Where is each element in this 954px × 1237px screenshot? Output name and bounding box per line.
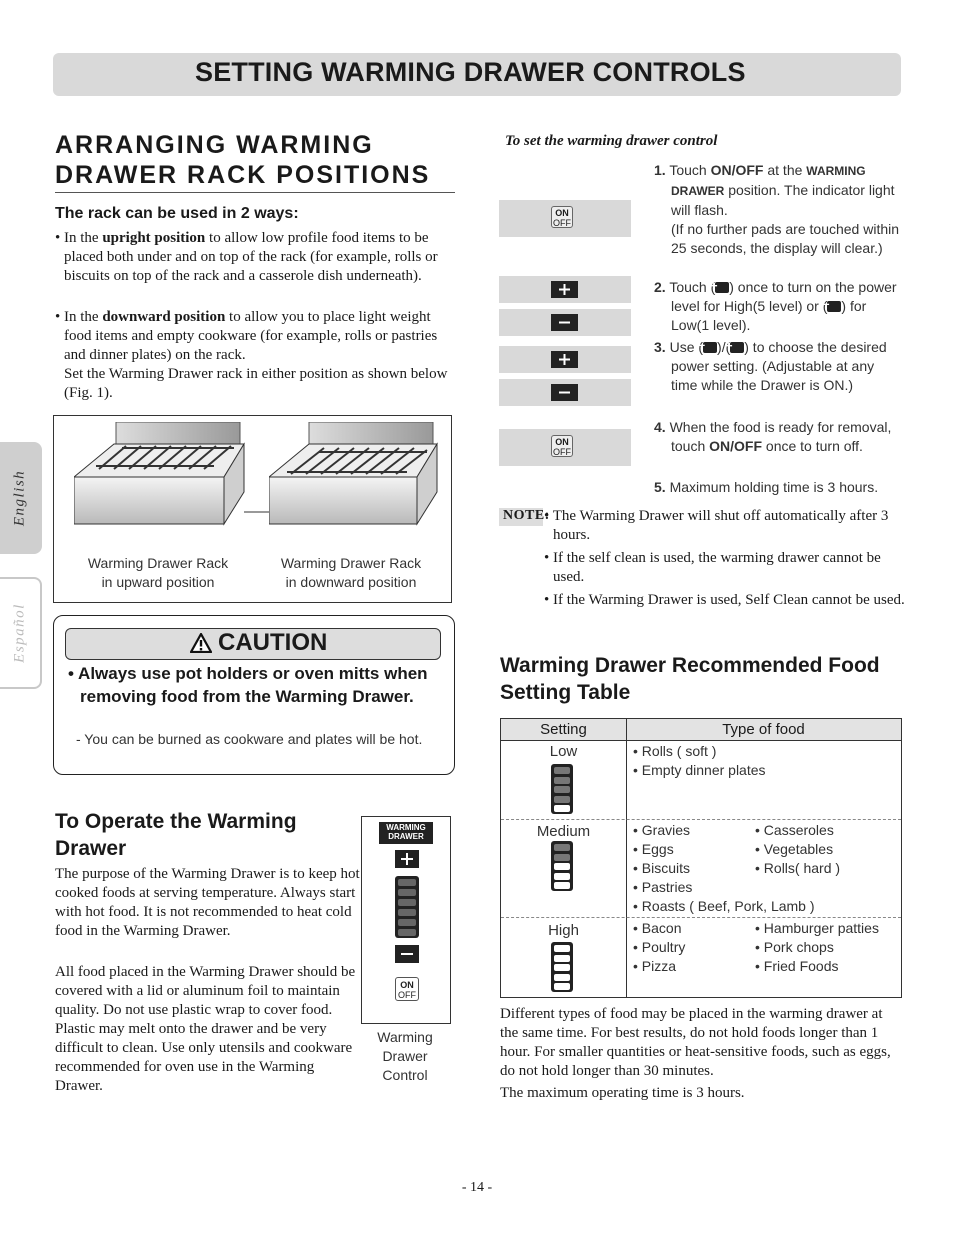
level-segment: [398, 899, 416, 906]
warning-icon: [190, 633, 212, 653]
food-item: • Vegetables: [755, 841, 834, 857]
fig-caption-downward: [266, 554, 436, 592]
off-label: OFF: [553, 218, 571, 228]
table-heading: Warming Drawer Recommended Food Setting Table: [500, 654, 880, 704]
step-1: [654, 161, 900, 258]
page-title-bar: [53, 53, 901, 96]
level-segment: [554, 945, 570, 952]
note-label: [499, 508, 550, 526]
rack-heading: [55, 130, 455, 193]
column-divider: [626, 719, 627, 997]
control-caption-line: Warming: [377, 1029, 433, 1045]
food-item: • Gravies: [633, 822, 691, 838]
step-3-minus-strip: [499, 379, 631, 406]
set-control-subtitle: To set the warming drawer control: [505, 133, 718, 149]
power-level-indicator: [395, 876, 419, 938]
note-line-1: • The Warming Drawer will shut off automatically after 3 hours.: [544, 508, 889, 543]
rack-downward-illustration: [269, 422, 449, 534]
on-label: ON: [400, 980, 414, 990]
row-divider: [501, 819, 901, 820]
column-header-food: Type of food: [722, 721, 805, 738]
plus-key[interactable]: [551, 281, 578, 298]
control-caption: [361, 1028, 449, 1085]
step-number: 4.: [654, 419, 666, 435]
page-number: - 14 -: [461, 1180, 493, 1195]
minus-icon: [827, 301, 841, 312]
step-text: Touch (: [665, 279, 716, 295]
food-item: • Rolls( hard ): [755, 860, 841, 876]
level-segment: [554, 983, 570, 990]
column-header-setting: Setting: [540, 721, 587, 738]
food-item: • Roasts ( Beef, Pork, Lamb ): [633, 898, 815, 914]
level-segment: [398, 889, 416, 896]
step-number: 1.: [654, 162, 666, 178]
caution-title: CAUTION: [218, 629, 328, 656]
food-item: • Eggs: [633, 841, 674, 857]
level-segment: [554, 786, 570, 793]
bullet-text: to allow low profile food items to be placed both under and on top of the rack (for example, rolls or biscuits on top of the rack and a casserole dish underneath).: [64, 230, 438, 284]
off-label: OFF: [553, 447, 571, 457]
on-label: ON: [555, 208, 569, 218]
level-segment: [554, 844, 570, 851]
minus-icon: [703, 342, 717, 353]
step-text: Use (: [665, 339, 704, 355]
tab-english-label: English: [11, 469, 28, 527]
food-item: • Pizza: [633, 958, 677, 974]
control-caption-line: Control: [382, 1067, 428, 1083]
rack-figure: [53, 415, 452, 603]
minus-key[interactable]: [551, 384, 578, 401]
minus-key[interactable]: [551, 314, 578, 331]
fig-caption-line: Warming Drawer Rack: [87, 555, 229, 571]
bullet-bold: downward position: [102, 309, 226, 325]
minus-button[interactable]: [395, 945, 419, 963]
step-number: 5.: [654, 479, 666, 495]
control-caption-line: Drawer: [382, 1048, 428, 1064]
level-segment: [554, 863, 570, 870]
step-text: When the food is ready for removal, touch: [665, 419, 892, 454]
level-segment: [398, 909, 416, 916]
operate-heading: To Operate the Warming Drawer: [55, 810, 297, 860]
level-segment: [554, 777, 570, 784]
food-item: • Empty dinner plates: [633, 762, 766, 778]
step-3: [654, 338, 900, 395]
step-note: (If no further pads are touched within 25 seconds, the display will clear.): [671, 221, 900, 256]
setting-low: Low: [549, 743, 578, 760]
plus-icon: [395, 850, 419, 868]
food-item: • Biscuits: [633, 860, 691, 876]
food-item: • Fried Foods: [755, 958, 839, 974]
low-level-indicator: [551, 764, 573, 814]
rack-subheading: The rack can be used in 2 ways:: [55, 205, 299, 222]
level-segment: [398, 879, 416, 886]
note-label-text: NOTE:: [503, 508, 550, 523]
rack-upward-illustration: [74, 422, 274, 534]
panel-label: [379, 822, 433, 844]
operate-paragraph-1: The purpose of the Warming Drawer is to keep hot cooked foods at serving temperature. Always start with hot food. It is not recommended to heat cold food in the Warming Drawer.: [55, 866, 360, 939]
step-text: )/(: [717, 339, 731, 355]
food-setting-table: [500, 718, 902, 998]
minus-icon: [395, 945, 419, 963]
tab-espanol-label: Español: [11, 603, 28, 663]
fig-caption-upward: [74, 554, 242, 592]
step-text: position. The indicator light will flash.: [671, 182, 895, 218]
food-item: • Pastries: [633, 879, 693, 895]
tab-espanol[interactable]: [0, 577, 42, 689]
note-line-3: • If the Warming Drawer is used, Self Clean cannot be used.: [544, 592, 905, 608]
rack-heading-line-1: ARRANGING WARMING: [55, 131, 374, 159]
level-segment: [554, 882, 570, 889]
step-2: [654, 278, 900, 335]
step-2-plus-strip: [499, 276, 631, 303]
minus-icon: [551, 314, 578, 331]
step-4-key-strip: [499, 429, 631, 466]
bullet-bold: upright position: [102, 230, 206, 246]
level-segment: [554, 873, 570, 880]
step-1-key-strip: [499, 200, 631, 237]
step-bold: ON/OFF: [710, 162, 764, 178]
panel-label-line: DRAWER: [388, 832, 424, 841]
max-operating-time: The maximum operating time is 3 hours.: [500, 1085, 745, 1101]
off-label: OFF: [398, 990, 416, 1000]
food-item: • Rolls ( soft ): [633, 743, 717, 759]
step-bold: ON/OFF: [709, 438, 763, 454]
on-off-key[interactable]: [551, 435, 573, 457]
medium-level-indicator: [551, 841, 573, 891]
food-item: • Hamburger patties: [755, 920, 879, 936]
step-3-plus-strip: [499, 346, 631, 373]
note-line-2: • If the self clean is used, the warming drawer cannot be used.: [544, 550, 881, 585]
row-divider: [501, 917, 901, 918]
step-text: ) to choose the desired power setting. (Adjustable at any time while the Drawer is ON.): [671, 339, 887, 393]
step-text: Touch: [665, 162, 711, 178]
step-number: 3.: [654, 339, 666, 355]
plus-icon: [730, 342, 744, 353]
warming-drawer-control-panel: [361, 816, 451, 1024]
level-segment: [398, 919, 416, 926]
food-item: • Poultry: [633, 939, 686, 955]
plus-icon: [551, 351, 578, 368]
step-text: Maximum holding time is 3 hours.: [665, 479, 879, 495]
high-level-indicator: [551, 942, 573, 992]
level-segment: [554, 964, 570, 971]
step-number: 2.: [654, 279, 666, 295]
level-segment: [554, 974, 570, 981]
step-bold: WARMING DRAWER: [671, 164, 866, 198]
plus-icon: [715, 282, 729, 293]
plus-key[interactable]: [551, 351, 578, 368]
food-item: • Pork chops: [755, 939, 834, 955]
on-off-key[interactable]: [551, 206, 573, 228]
fig-caption-line: in upward position: [101, 574, 215, 590]
step-4: [654, 418, 900, 456]
minus-icon: [551, 384, 578, 401]
food-item: • Casseroles: [755, 822, 834, 838]
rack-position-instruction: Set the Warming Drawer rack in either position as shown below (Fig. 1).: [64, 366, 448, 401]
bullet-text: • In the: [55, 230, 103, 246]
level-segment: [554, 955, 570, 962]
tab-english[interactable]: [0, 442, 42, 554]
rack-bullet-downward: [55, 308, 453, 403]
caution-main-text: • Always use pot holders or oven mitts when removing food from the Warming Drawer.: [68, 664, 428, 706]
setting-high: High: [548, 922, 579, 939]
rack-heading-line-2: DRAWER RACK POSITIONS: [55, 161, 431, 189]
after-table-paragraph: Different types of food may be placed in the warming drawer at the same time. For best results, do not hold foods longer than 1 hour. For smaller quantities or heat-sensitive foods, such as eggs, do not hold longer than 30 minutes.: [500, 1006, 891, 1079]
page-title: SETTING WARMING DRAWER CONTROLS: [195, 57, 746, 87]
bullet-text: to allow you to place light weight food items and empty cookware (for example, rolls or pastries and dinner plates) on the rack.: [64, 309, 438, 363]
step-text: at the: [763, 162, 807, 178]
fig-caption-line: Warming Drawer Rack: [280, 555, 422, 571]
plus-icon: [551, 281, 578, 298]
level-segment: [554, 805, 570, 812]
setting-medium: Medium: [536, 823, 591, 840]
level-segment: [554, 767, 570, 774]
fig-caption-line: in downward position: [285, 574, 417, 590]
step-text: ) for Low(1 level).: [671, 298, 867, 333]
bullet-text: • In the: [55, 309, 103, 325]
caution-sub-text: - You can be burned as cookware and plates will be hot.: [76, 731, 423, 747]
on-off-button[interactable]: [395, 977, 419, 1001]
level-segment: [554, 796, 570, 803]
step-2-minus-strip: [499, 309, 631, 336]
on-label: ON: [555, 437, 569, 447]
level-segment: [554, 854, 570, 861]
operate-paragraph-2: All food placed in the Warming Drawer should be covered with a lid or aluminum foil to maintain quality. Do not use plastic wrap to cover food. Plastic may melt onto the drawer and be very difficult to clean. Use only utensils and cookware recommended for oven use in the Warming Drawer.: [55, 964, 356, 1094]
panel-label-line: WARMING: [386, 823, 426, 832]
step-5: [654, 478, 900, 497]
step-text: once to turn off.: [762, 438, 863, 454]
food-item: • Bacon: [633, 920, 682, 936]
step-text: ) once to turn on the power level for High(5 level) or (: [671, 279, 897, 314]
level-segment: [398, 929, 416, 936]
rack-bullet-upright: [55, 229, 462, 286]
plus-button[interactable]: [395, 850, 419, 868]
